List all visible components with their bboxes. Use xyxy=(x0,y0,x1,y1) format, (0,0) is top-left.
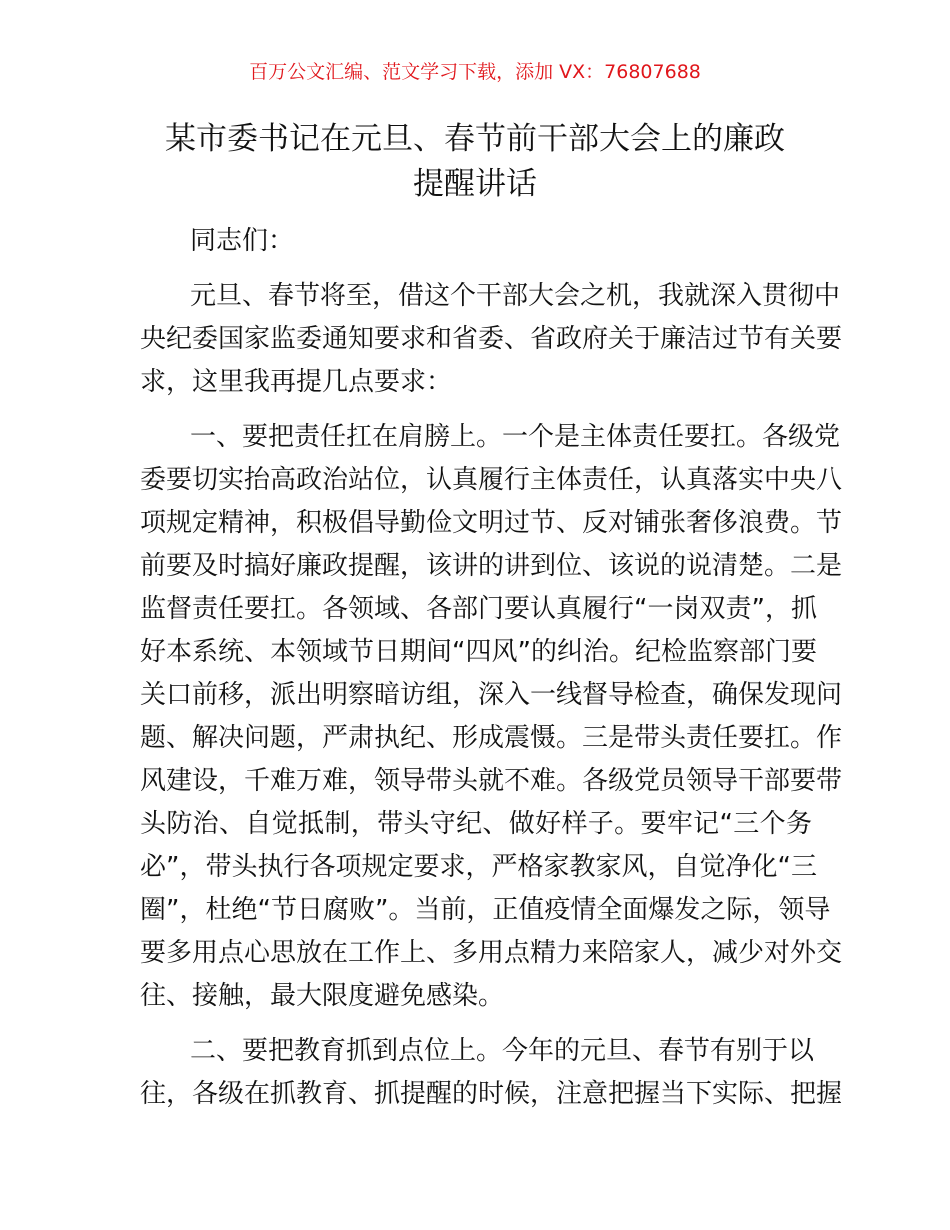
text-line: 元旦、春节将至，借这个干部大会之机，我就深入贯彻中 xyxy=(190,281,841,311)
document-body xyxy=(140,220,843,1128)
document-title-line-2: 提醒讲话 xyxy=(413,166,537,202)
text-line: 一、要把责任扛在肩膀上。一个是主体责任要扛。各级党 xyxy=(190,422,841,452)
text-line: 二、要把教育抓到点位上。今年的元旦、春节有别于以 xyxy=(190,1036,815,1066)
text-line: 往，各级在抓教育、抓提醒的时候，注意把握当下实际、把握 xyxy=(140,1079,843,1109)
text-line: 求，这里我再提几点要求： xyxy=(140,367,453,397)
watermark-header: 百万公文汇编、范文学习下载，添加 VX：76807688 xyxy=(249,61,701,83)
text-line: 前要及时搞好廉政提醒，该讲的讲到位、该说的说清楚。二是 xyxy=(140,551,843,581)
text-line: 监督责任要扛。各领域、各部门要认真履行“一岗双责”，抓 xyxy=(140,594,817,624)
text-line: 央纪委国家监委通知要求和省委、省政府关于廉洁过节有关要 xyxy=(140,324,843,354)
greeting: 同志们： xyxy=(190,226,295,256)
text-line: 必”，带头执行各项规定要求，严格家教家风，自觉净化“三 xyxy=(140,852,817,882)
document-title-line-1: 某市委书记在元旦、春节前干部大会上的廉政 xyxy=(165,121,785,157)
text-line: 要多用点心思放在工作上、多用点精力来陪家人，减少对外交 xyxy=(140,938,843,968)
paragraph-1 xyxy=(140,275,843,404)
paragraph-2 xyxy=(140,416,843,1018)
text-line: 委要切实抬高政治站位，认真履行主体责任，认真落实中央八 xyxy=(140,465,843,495)
text-line: 关口前移，派出明察暗访组，深入一线督导检查，确保发现问 xyxy=(140,680,843,710)
text-line: 题、解决问题，严肃执纪、形成震慑。三是带头责任要扛。作 xyxy=(140,723,843,753)
text-line: 往、接触，最大限度避免感染。 xyxy=(140,981,505,1011)
text-line: 头防治、自觉抵制，带头守纪、做好样子。要牢记“三个务 xyxy=(140,809,812,839)
paragraph-3 xyxy=(140,1030,843,1116)
text-line: 圈”，杜绝“节日腐败”。当前，正值疫情全面爆发之际，领导 xyxy=(140,895,831,925)
text-line: 好本系统、本领域节日期间“四风”的纠治。纪检监察部门要 xyxy=(140,637,817,667)
text-line: 风建设，千难万难，领导带头就不难。各级党员领导干部要带 xyxy=(140,766,843,796)
text-line: 项规定精神，积极倡导勤俭文明过节、反对铺张奢侈浪费。节 xyxy=(140,508,843,538)
